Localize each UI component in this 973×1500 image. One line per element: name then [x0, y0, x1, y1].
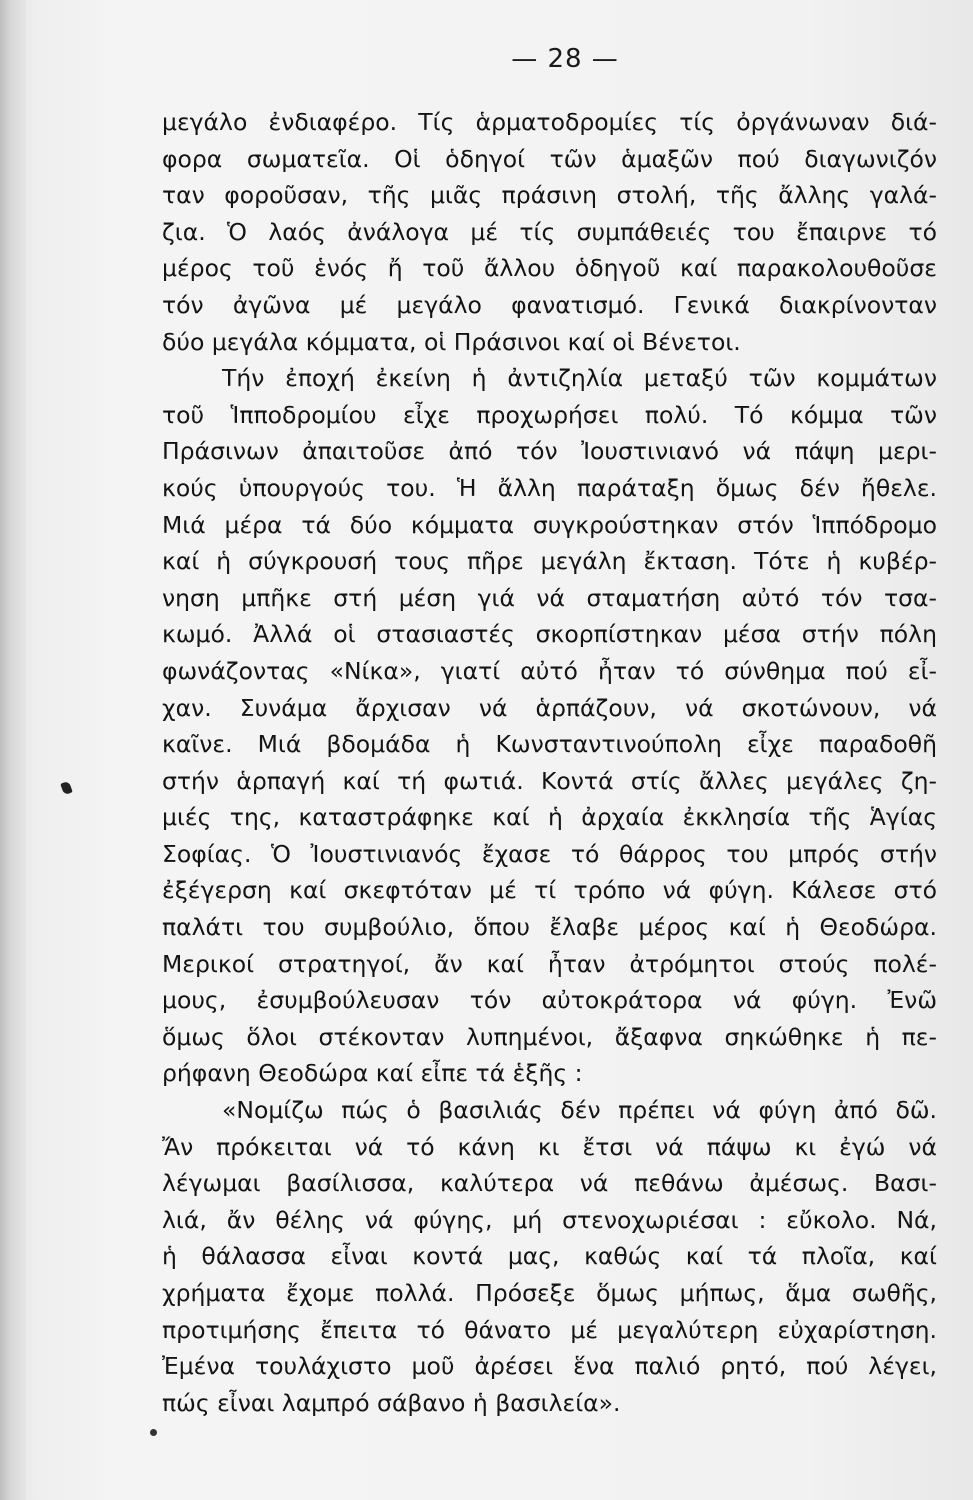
text-line: κούς ὑπουργούς του. Ἡ ἄλλη παράταξη ὅμως δέν ἤθελε.: [162, 473, 937, 502]
text-line: καῖνε. Μιά βδομάδα ἡ Κωνσταντινούπολη εἶχε παραδοθῆ: [162, 730, 937, 759]
text-line: ταν φοροῦσαν, τῆς μιᾶς πράσινη στολή, τῆς ἄλλης γαλά-: [162, 181, 937, 210]
text-line: καί ἡ σύγκρουσή τους πῆρε μεγάλη ἔκταση. Τότε ἡ κυβέρ-: [162, 547, 937, 576]
text-line: λέγωμαι βασίλισσα, καλύτερα νά πεθάνω ἀμέσως. Βασι-: [162, 1169, 937, 1198]
text-line: χρήματα ἔχομε πολλά. Πρόσεξε ὅμως μήπως, ἅμα σωθῆς,: [162, 1279, 937, 1307]
text-line: στήν ἁρπαγή καί τή φωτιά. Κοντά στίς ἄλλες μεγάλες ζη-: [162, 766, 937, 795]
text-line: τόν ἀγῶνα μέ μεγάλο φανατισμό. Γενικά διακρίνονταν: [162, 290, 937, 319]
text-line: Ἄν πρόκειται νά τό κάνη κι ἔτσι νά πάψω κι ἐγώ νά: [162, 1132, 937, 1161]
text-line: ζια. Ὁ λαός ἀνάλογα μέ τίς συμπάθειές του ἔπαιρνε τό: [162, 217, 937, 246]
text-line: μεγάλο ἐνδιαφέρο. Τίς ἁρματοδρομίες τίς ὀργάνωναν διά-: [162, 108, 937, 136]
text-line: Μιά μέρα τά δύο κόμματα συγκρούστηκαν στόν Ἱππόδρομο: [162, 510, 937, 539]
text-line: προτιμήσης ἔπειτα τό θάνατο μέ μεγαλύτερη εὐχαρίστηση.: [162, 1315, 937, 1344]
text-line: Τήν ἐποχή ἐκείνη ἡ ἀντιζηλία μεταξύ τῶν κομμάτων: [222, 364, 937, 393]
book-spine-shadow: [0, 0, 26, 1500]
text-line: νηση μπῆκε στή μέση γιά νά σταματήση αὐτό τόν τσα-: [162, 583, 937, 612]
text-line: Ἐμένα τουλάχιστο μοῦ ἀρέσει ἕνα παλιό ρητό, πού λέγει,: [162, 1352, 937, 1381]
text-line: τοῦ Ἱπποδρομίου εἶχε προχωρήσει πολύ. Τό κόμμα τῶν: [162, 400, 937, 429]
margin-ink-mark: [60, 781, 73, 795]
body-text: [162, 104, 937, 1421]
text-line: Πράσινων ἀπαιτοῦσε ἀπό τόν Ἰουστινιανό νά πάψη μερι-: [162, 437, 937, 466]
text-line: Σοφίας. Ὁ Ἰουστινιανός ἔχασε τό θάρρος του μπρός στήν: [162, 839, 937, 868]
text-line: ἐξέγερση καί σκεφτόταν μέ τί τρόπο νά φύγη. Κάλεσε στό: [162, 876, 937, 905]
text-line: ὅμως ὅλοι στέκονταν λυπημένοι, ἄξαφνα σηκώθηκε ἡ πε-: [162, 1022, 937, 1051]
text-line: μους, ἐσυμβούλευσαν τόν αὐτοκράτορα νά φύγη. Ἐνῶ: [162, 986, 937, 1015]
text-line: ρήφανη Θεοδώρα καί εἶπε τά ἑξῆς :: [162, 1059, 583, 1088]
text-line: μιές της, καταστράφηκε καί ἡ ἀρχαία ἐκκλησία τῆς Ἁγίας: [162, 803, 937, 832]
text-line: «Νομίζω πώς ὁ βασιλιάς δέν πρέπει νά φύγη ἀπό δῶ.: [222, 1096, 937, 1125]
text-line: πώς εἶναι λαμπρό σάβανο ἡ βασιλεία».: [162, 1388, 621, 1417]
text-line: μέρος τοῦ ἑνός ἤ τοῦ ἄλλου ὁδηγοῦ καί παρακολουθοῦσε: [162, 254, 937, 283]
text-line: λιά, ἄν θέλης νά φύγης, μή στενοχωριέσαι : εὔκολο. Νά,: [162, 1205, 937, 1234]
text-line: χαν. Συνάμα ἄρχισαν νά ἁρπάζουν, νά σκοτώνουν, νά: [162, 693, 937, 722]
text-line: φωνάζοντας «Νίκα», γιατί αὐτό ἦταν τό σύνθημα πού εἶ-: [162, 656, 937, 685]
text-line: φορα σωματεῖα. Οἱ ὁδηγοί τῶν ἁμαξῶν πού διαγωνιζόν: [162, 144, 937, 173]
text-line: κωμό. Ἀλλά οἱ στασιαστές σκορπίστηκαν μέσα στήν πόλη: [162, 620, 937, 649]
margin-ink-dot: [150, 1429, 157, 1436]
text-line: Μερικοί στρατηγοί, ἄν καί ἦταν ἀτρόμητοι στούς πολέ-: [162, 949, 937, 978]
page-number: — 28 —: [511, 44, 619, 74]
text-line: δύο μεγάλα κόμματα, οἱ Πράσινοι καί οἱ Βένετοι.: [162, 327, 741, 356]
text-line: παλάτι του συμβούλιο, ὅπου ἔλαβε μέρος καί ἡ Θεοδώρα.: [162, 913, 937, 942]
text-line: ἡ θάλασσα εἶναι κοντά μας, καθώς καί τά πλοῖα, καί: [162, 1242, 937, 1271]
